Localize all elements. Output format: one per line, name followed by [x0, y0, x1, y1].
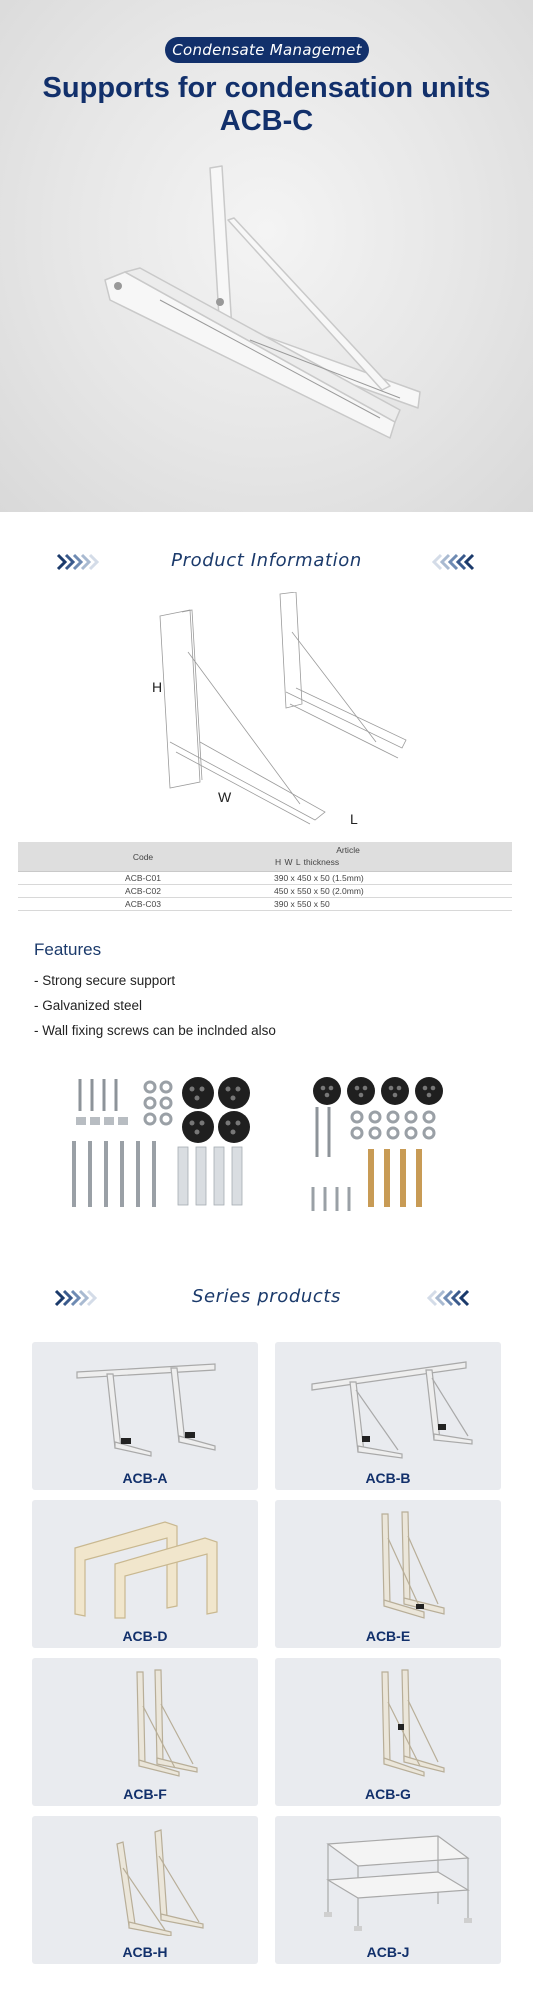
product-label: ACB-H — [122, 1944, 168, 1960]
bracket-thumbnail — [55, 1350, 235, 1462]
product-card-acb-b[interactable] — [275, 1342, 501, 1490]
hero-banner — [0, 0, 533, 512]
product-card-acb-g[interactable] — [275, 1658, 501, 1806]
bracket-product-image — [100, 160, 440, 460]
feature-item: - Galvanized steel — [34, 998, 143, 1013]
product-info-header — [0, 548, 533, 578]
product-label: ACB-F — [123, 1786, 167, 1802]
feature-item: - Strong secure support — [34, 973, 176, 988]
cell-article: 390 x 450 x 50 (1.5mm) — [274, 873, 364, 883]
col-dimensions: H W L thickness — [275, 857, 340, 867]
dim-label-l: L — [350, 811, 358, 827]
table-row — [18, 872, 512, 885]
col-code: Code — [132, 852, 154, 862]
title-line-2: ACB-C — [219, 105, 314, 137]
category-pill: Condensate Managemet — [165, 37, 369, 63]
bracket-thumbnail — [55, 1508, 235, 1620]
chevrons-left-icon — [429, 552, 477, 572]
chevrons-left-icon — [424, 1288, 472, 1308]
features-title: Features — [34, 940, 102, 959]
product-label: ACB-J — [366, 1944, 410, 1960]
product-label: ACB-A — [122, 1470, 168, 1486]
cell-code: ACB-C03 — [125, 899, 161, 909]
bracket-thumbnail — [55, 1666, 235, 1778]
table-row — [18, 898, 512, 911]
features-list — [34, 973, 276, 1048]
dim-label-w: W — [218, 789, 232, 805]
feature-item: - Wall fixing screws can be inclnded also — [34, 1023, 276, 1038]
product-info-title: Product Information — [171, 550, 362, 571]
table-row — [18, 885, 512, 898]
product-label: ACB-D — [122, 1628, 168, 1644]
product-card-acb-e[interactable] — [275, 1500, 501, 1648]
bracket-thumbnail — [298, 1508, 478, 1620]
cell-article: 450 x 550 x 50 (2.0mm) — [274, 886, 364, 896]
bracket-thumbnail — [298, 1824, 478, 1936]
product-card-acb-f[interactable] — [32, 1658, 258, 1806]
bracket-thumbnail — [298, 1350, 478, 1462]
page-title — [0, 72, 533, 138]
bracket-thumbnail — [55, 1824, 235, 1936]
series-header — [0, 1284, 533, 1314]
product-label: ACB-G — [365, 1786, 411, 1802]
cell-code: ACB-C02 — [125, 886, 161, 896]
col-article: Article — [336, 845, 360, 855]
table-header — [18, 842, 512, 872]
product-label: ACB-B — [365, 1470, 411, 1486]
product-card-acb-j[interactable] — [275, 1816, 501, 1964]
spec-table — [18, 842, 512, 911]
product-card-acb-a[interactable] — [32, 1342, 258, 1490]
dimension-diagram — [140, 592, 420, 832]
screw-kit-image-a — [60, 1075, 260, 1215]
product-label: ACB-E — [365, 1628, 411, 1644]
cell-code: ACB-C01 — [125, 873, 161, 883]
product-card-acb-d[interactable] — [32, 1500, 258, 1648]
product-card-acb-h[interactable] — [32, 1816, 258, 1964]
dim-label-h: H — [152, 679, 163, 695]
bracket-thumbnail — [298, 1666, 478, 1778]
series-title: Series products — [191, 1286, 342, 1307]
cell-article: 390 x 550 x 50 — [274, 899, 330, 909]
title-line-1: Supports for condensation units — [42, 72, 491, 104]
screw-kit-image-b — [305, 1075, 475, 1215]
